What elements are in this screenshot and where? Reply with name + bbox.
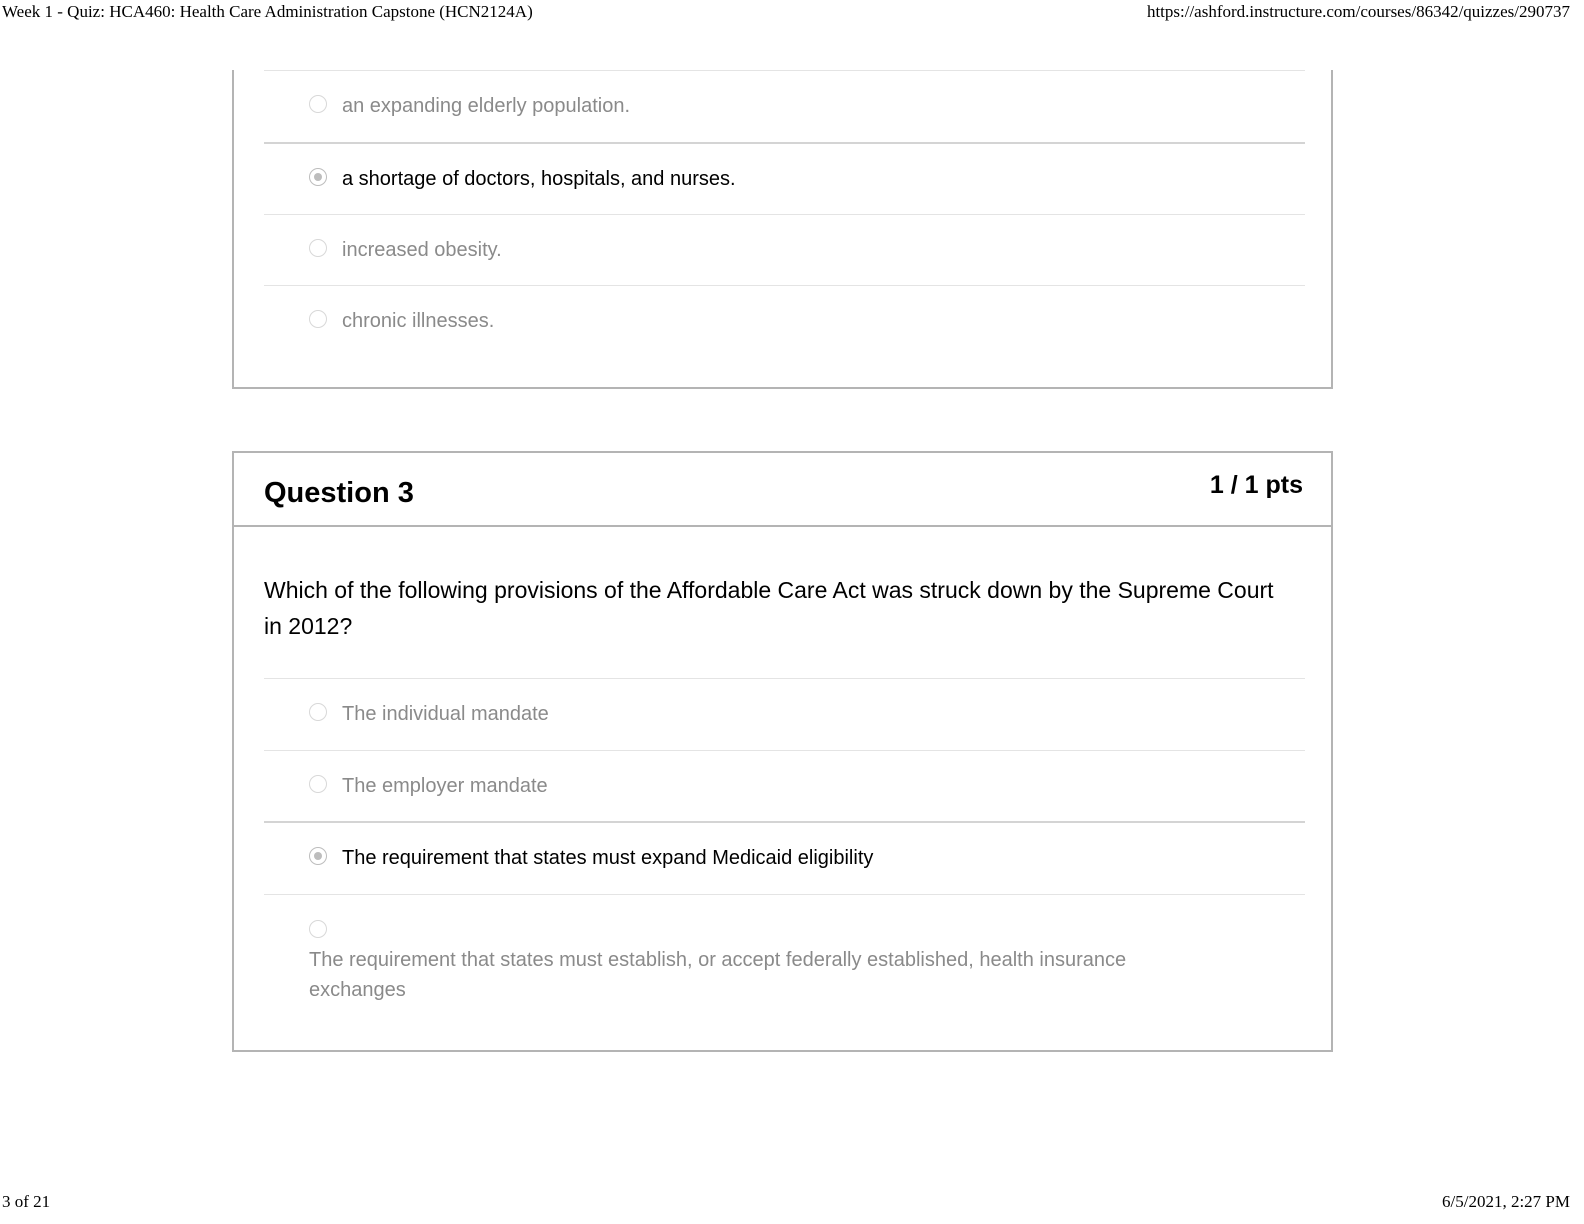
question-title: Question 3 — [264, 477, 414, 509]
answer-label: chronic illnesses. — [342, 310, 495, 332]
answer-label: The individual mandate — [342, 703, 549, 725]
question-points: 1 / 1 pts — [1209, 471, 1303, 499]
radio-unselected-icon[interactable] — [309, 95, 327, 113]
answer-option[interactable] — [264, 678, 1305, 750]
radio-selected-icon[interactable] — [309, 847, 327, 865]
answer-option[interactable] — [264, 894, 1305, 1024]
print-footer — [0, 1192, 1584, 1214]
radio-unselected-icon[interactable] — [309, 310, 327, 328]
answer-option-selected[interactable] — [264, 142, 1305, 214]
question-header — [234, 453, 1331, 527]
answer-option-selected[interactable] — [264, 821, 1305, 893]
radio-selected-icon[interactable] — [309, 168, 327, 186]
answer-label: The requirement that states must establish, or accept federally established, health insurance exchanges — [309, 949, 1127, 1001]
answer-label: increased obesity. — [342, 239, 502, 261]
print-datetime: 6/5/2021, 2:27 PM — [1442, 1192, 1570, 1211]
print-header — [0, 2, 1584, 24]
answer-option[interactable] — [264, 750, 1305, 822]
answer-option[interactable] — [264, 285, 1305, 357]
previous-question-card — [232, 70, 1333, 389]
answer-option[interactable] — [264, 214, 1305, 286]
answer-label: an expanding elderly population. — [342, 95, 630, 117]
print-page-url: https://ashford.instructure.com/courses/86342/quizzes/290737 — [1146, 2, 1570, 21]
answer-label: The requirement that states must expand Medicaid eligibility — [342, 847, 874, 869]
question-3-card — [232, 451, 1333, 1052]
print-page-title: Week 1 - Quiz: HCA460: Health Care Administration Capstone (HCN2124A) — [2, 2, 533, 21]
answer-option[interactable] — [264, 70, 1305, 142]
page-number: 3 of 21 — [2, 1192, 51, 1211]
question-text: Which of the following provisions of the Affordable Care Act was struck down by the Supreme Court in 2012? — [264, 577, 1274, 639]
radio-unselected-icon[interactable] — [309, 920, 327, 938]
answer-label: The employer mandate — [342, 775, 548, 797]
radio-unselected-icon[interactable] — [309, 703, 327, 721]
radio-unselected-icon[interactable] — [309, 775, 327, 793]
answer-label: a shortage of doctors, hospitals, and nurses. — [342, 168, 736, 190]
radio-unselected-icon[interactable] — [309, 239, 327, 257]
